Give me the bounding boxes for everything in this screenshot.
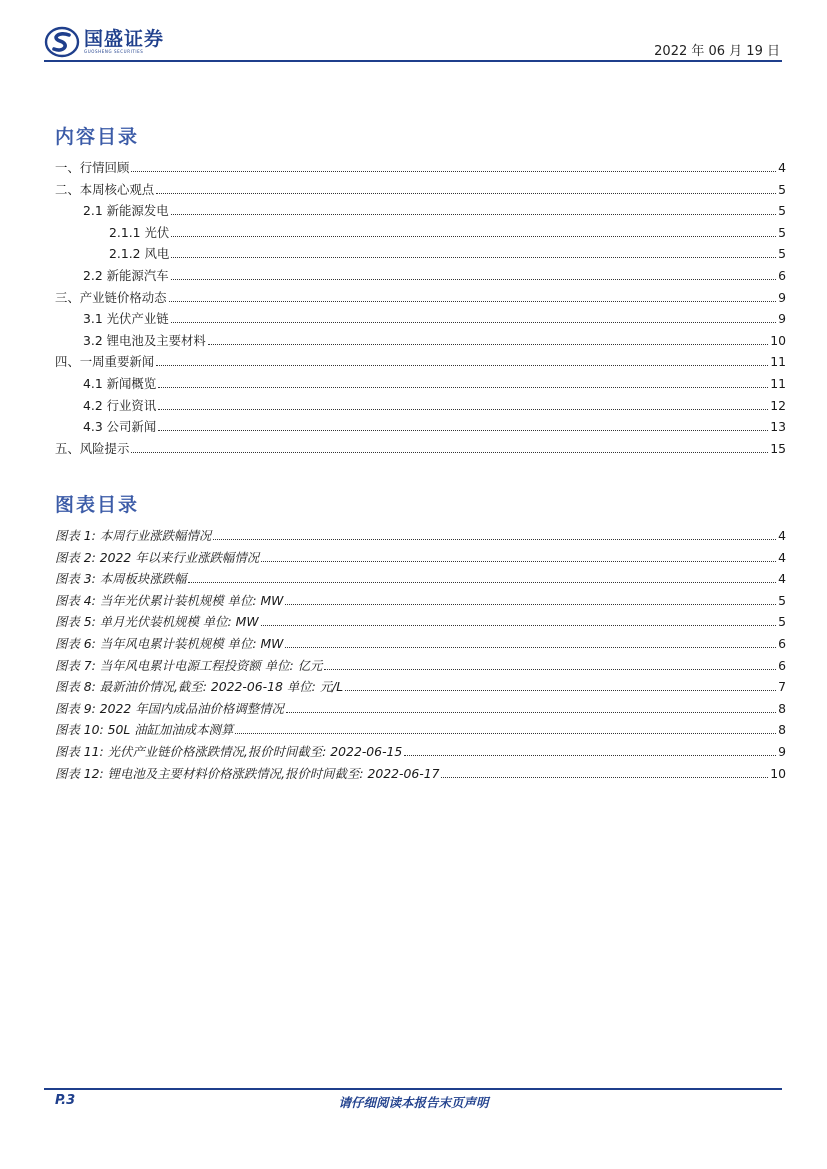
toc-title: 内容目录 <box>55 126 140 148</box>
dot-leader <box>156 364 768 366</box>
figure-entry-label: 图表 7: 当年风电累计电源工程投资额 单位: 亿元 <box>55 657 323 673</box>
figure-entry[interactable] <box>55 764 786 786</box>
dot-leader <box>171 321 777 323</box>
toc-entry-label: 四、一周重要新闻 <box>55 354 155 370</box>
logo-name-cn: 国盛证券 <box>84 28 165 50</box>
figure-entry-label: 图表 4: 当年光伏累计装机规模 单位: MW <box>55 592 284 608</box>
toc-entry-label: 2.1.2 风电 <box>109 246 170 262</box>
dot-leader <box>285 603 776 605</box>
figure-entry-page: 6 <box>778 657 786 673</box>
figure-entry-page: 8 <box>778 722 786 738</box>
dot-leader <box>324 668 776 670</box>
toc-entry-page: 9 <box>778 289 786 305</box>
toc-entry-label: 3.1 光伏产业链 <box>83 311 169 327</box>
figure-entry[interactable] <box>55 720 786 742</box>
toc-entry-page: 6 <box>778 267 786 283</box>
figure-entry[interactable] <box>55 548 786 570</box>
toc-entry[interactable] <box>55 309 786 331</box>
toc-entry-label: 4.2 行业资讯 <box>83 397 157 413</box>
footer-disclaimer: 请仔细阅读本报告末页声明 <box>338 1095 489 1110</box>
toc-entry[interactable] <box>55 244 786 266</box>
toc-entry[interactable] <box>55 374 786 396</box>
figure-entry-label: 图表 10: 50L 油缸加油成本测算 <box>55 722 234 738</box>
toc-entry-label: 二、本周核心观点 <box>55 181 155 197</box>
figure-entry[interactable] <box>55 591 786 613</box>
toc-entry-page: 5 <box>778 224 786 240</box>
dot-leader <box>188 581 776 583</box>
toc-entry-page: 4 <box>778 160 786 175</box>
figure-entry[interactable] <box>55 742 786 764</box>
toc-entry-page: 5 <box>778 203 786 219</box>
figure-entry[interactable] <box>55 677 786 699</box>
dot-leader <box>404 754 776 756</box>
figure-entry-label: 图表 5: 单月光伏装机规模 单位: MW <box>55 614 259 630</box>
figures-list <box>55 526 786 785</box>
figure-entry[interactable] <box>55 612 786 634</box>
toc-entry-page: 5 <box>778 246 786 262</box>
toc-entry-page: 9 <box>778 311 786 327</box>
figure-entry-label: 图表 2: 2022 年以来行业涨跌幅情况 <box>55 549 260 565</box>
header-divider <box>44 60 782 62</box>
dot-leader <box>286 711 776 713</box>
toc-entry[interactable] <box>55 396 786 418</box>
dot-leader <box>345 689 776 691</box>
toc-entry-label: 3.2 锂电池及主要材料 <box>83 332 206 348</box>
figure-entry-label: 图表 6: 当年风电累计装机规模 单位: MW <box>55 635 284 651</box>
toc-entry-label: 2.1.1 光伏 <box>109 224 170 240</box>
report-date: 2022 年 06 月 19 日 <box>654 44 780 59</box>
toc-entry[interactable] <box>55 266 786 288</box>
dot-leader <box>208 343 768 345</box>
figure-entry-page: 5 <box>778 592 786 608</box>
toc-entry-label: 三、产业链价格动态 <box>55 289 167 305</box>
dot-leader <box>171 278 777 280</box>
figure-entry-label: 图表 1: 本周行业涨跌幅情况 <box>55 528 212 543</box>
dot-leader <box>169 300 777 302</box>
figure-entry-page: 4 <box>778 571 786 587</box>
figure-entry-page: 5 <box>778 614 786 630</box>
toc-entry-label: 一、行情回顾 <box>55 160 130 175</box>
dot-leader <box>235 732 776 734</box>
toc-entry-label: 2.2 新能源汽车 <box>83 267 169 283</box>
toc-entry[interactable] <box>55 439 786 461</box>
page-header <box>44 26 784 62</box>
toc-entry[interactable] <box>55 223 786 245</box>
figure-entry-page: 7 <box>778 679 786 695</box>
dot-leader <box>171 235 776 237</box>
figure-entry-page: 10 <box>770 765 786 781</box>
dot-leader <box>156 192 776 194</box>
dot-leader <box>171 213 777 215</box>
figure-entry-page: 9 <box>778 743 786 759</box>
toc-entry[interactable] <box>55 352 786 374</box>
dot-leader <box>171 256 776 258</box>
toc-entry[interactable] <box>55 288 786 310</box>
toc-entry-page: 15 <box>770 440 786 456</box>
figure-entry[interactable] <box>55 569 786 591</box>
dot-leader <box>158 386 768 388</box>
footer-divider <box>44 1088 782 1090</box>
figure-entry-label: 图表 3: 本周板块涨跌幅 <box>55 571 187 587</box>
figure-entry-page: 8 <box>778 700 786 716</box>
toc-entry-label: 2.1 新能源发电 <box>83 203 169 219</box>
toc-entry-page: 5 <box>778 181 786 197</box>
figure-entry-page: 6 <box>778 635 786 651</box>
figure-entry[interactable] <box>55 656 786 678</box>
dot-leader <box>213 538 776 540</box>
figure-entry-page: 4 <box>778 549 786 565</box>
toc-entry[interactable] <box>55 331 786 353</box>
toc-entry[interactable] <box>55 180 786 202</box>
toc-entry-label: 五、风险提示 <box>55 440 130 456</box>
figure-entry-label: 图表 9: 2022 年国内成品油价格调整情况 <box>55 700 284 716</box>
dot-leader <box>285 646 776 648</box>
figure-entry-label: 图表 12: 锂电池及主要材料价格涨跌情况,报价时间截至: 2022-06-17 <box>55 765 440 781</box>
toc-entry-page: 11 <box>770 375 786 391</box>
toc-entry[interactable] <box>55 158 786 180</box>
figure-entry[interactable] <box>55 526 786 548</box>
toc-entry-label: 4.1 新闻概览 <box>83 375 157 391</box>
toc-entry-page: 10 <box>770 332 786 348</box>
toc-entry-label: 4.3 公司新闻 <box>83 419 157 435</box>
dot-leader <box>158 408 768 410</box>
company-logo <box>44 26 164 58</box>
toc-list <box>55 158 786 460</box>
figure-entry-page: 4 <box>778 528 786 543</box>
dot-leader <box>158 429 768 431</box>
toc-entry-page: 12 <box>770 397 786 413</box>
figures-title: 图表目录 <box>55 494 140 516</box>
figure-entry-label: 图表 11: 光伏产业链价格涨跌情况,报价时间截至: 2022-06-15 <box>55 743 403 759</box>
dot-leader <box>131 451 768 453</box>
toc-entry[interactable] <box>55 201 786 223</box>
figure-entry[interactable] <box>55 634 786 656</box>
page-number: P.3 <box>55 1093 76 1108</box>
logo-mark-icon <box>44 26 80 58</box>
figure-entry[interactable] <box>55 699 786 721</box>
toc-entry[interactable] <box>55 417 786 439</box>
dot-leader <box>261 560 776 562</box>
figure-entry-label: 图表 8: 最新油价情况,截至: 2022-06-18 单位: 元/L <box>55 679 344 695</box>
toc-entry-page: 13 <box>770 419 786 435</box>
dot-leader <box>131 170 776 172</box>
toc-entry-page: 11 <box>770 354 786 370</box>
dot-leader <box>441 776 768 778</box>
dot-leader <box>261 624 776 626</box>
logo-name-en: GUOSHENG SECURITIES <box>84 49 144 54</box>
